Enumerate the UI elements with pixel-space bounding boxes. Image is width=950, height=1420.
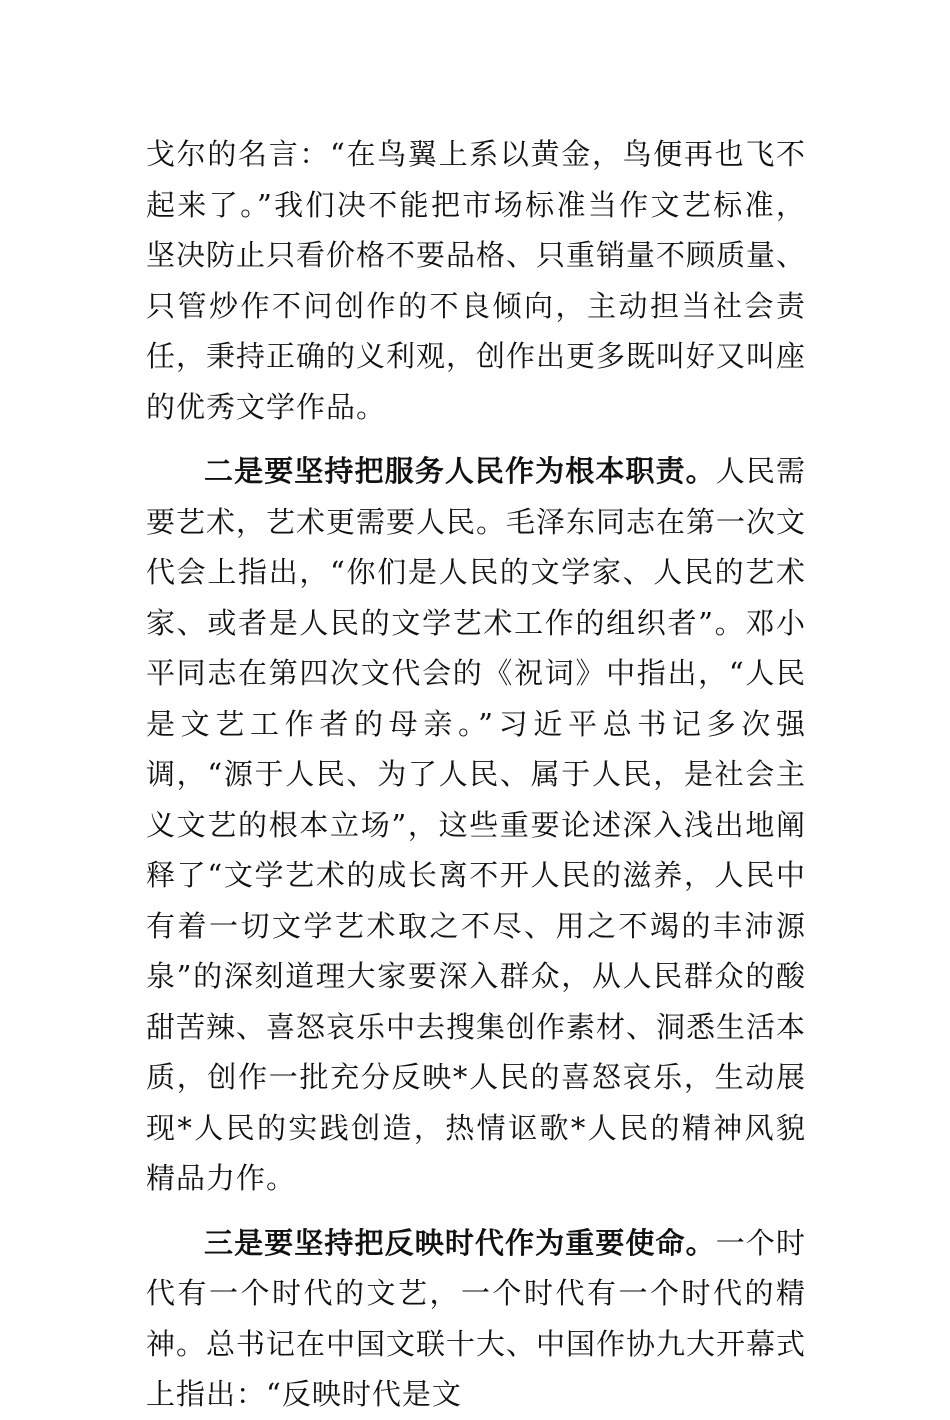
paragraph-3-text: 一个时代有一个时代的文艺，一个时代有一个时代的精神。总书记在中国文联十大、中国作协九大开幕式上指出：“反映时代是文 [146,1225,807,1411]
paragraph-3 [146,1218,806,1420]
paragraph-1-text: 戈尔的名言：“在鸟翼上系以黄金，鸟便再也飞不起来了。”我们决不能把市场标准当作文艺标准，坚决防止只看价格不要品格、只重销量不顾质量、只管炒作不问创作的不良倾向，主动担当社会责任，秉持正确的义利观，创作出更多既叫好又叫座的优秀文学作品。 [146,137,807,424]
paragraph-1 [146,129,806,432]
paragraph-2 [146,446,806,1204]
paragraph-2-lead: 二是要坚持把服务人民作为根本职责。 [204,454,716,488]
document-body [146,129,806,1420]
paragraph-3-lead: 三是要坚持把反映时代作为重要使命。 [204,1225,716,1260]
paragraph-2-text: 人民需要艺术，艺术更需要人民。毛泽东同志在第一次文代会上指出，“你们是人民的文学家、人民的艺术家、或者是人民的文学艺术工作的组织者”。邓小平同志在第四次文代会的《祝词》中指出，“人民是文艺工作者的母亲。”习近平总书记多次强调，“源于人民、为了人民、属于人民，是社会主义文艺的根本立场”，这些重要论述深入浅出地阐释了“文学艺术的成长离不开人民的滋养，人民中有着一切文学艺术取之不尽、用之不竭的丰沛源泉”的深刻道理大家要深入群众，从人民群众的酸甜苦辣、喜怒哀乐中去搜集创作素材、洞悉生活本质，创作一批充分反映*人民的喜怒哀乐，生动展现*人民的实践创造，热情讴歌*人民的精神风貌精品力作。 [146,454,807,1195]
